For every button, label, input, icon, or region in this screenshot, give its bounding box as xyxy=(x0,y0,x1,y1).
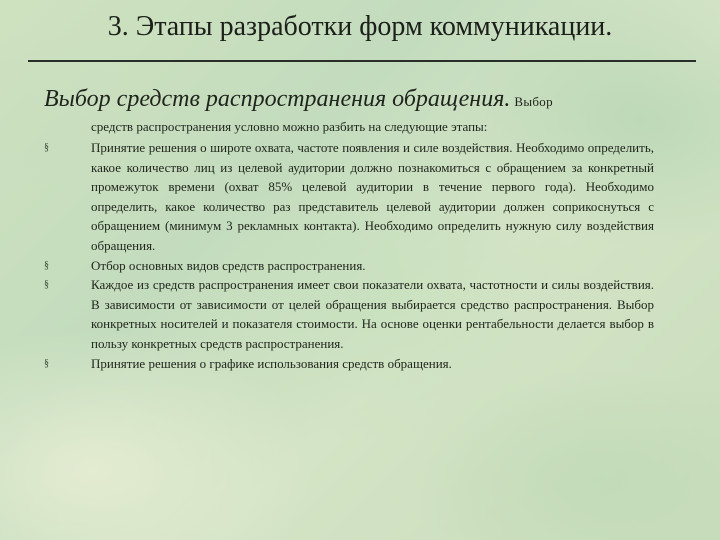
section-sign-icon: § xyxy=(44,357,49,369)
section-heading-tail: Выбор xyxy=(514,94,553,109)
bullet-item xyxy=(44,138,654,256)
slide-title: 3. Этапы разработки форм коммуникации. xyxy=(107,11,613,42)
section-sign-icon: § xyxy=(44,259,49,271)
bullet-item xyxy=(44,256,654,276)
bullet-list xyxy=(44,138,654,373)
bullet-item-text: Принятие решения о широте охвата, частоте появления и силе воздействия. Необходимо определить, какое количество лиц из целевой аудитории должно познакомиться с обращением за конкретный промежуток времени (охват 85% целевой аудитории в течение первого года). Необходимо определить, какое количество раз представитель целевой аудитории должен соприкоснуться с обращением (минимум 3 рекламных контакта). Необходимо определить нужную силу воздействия обращения. xyxy=(91,140,654,253)
section-sign-icon: § xyxy=(44,142,49,153)
bullet-item xyxy=(44,354,654,374)
section-heading xyxy=(44,86,694,113)
bullet-item-text: Отбор основных видов средств распространения. xyxy=(91,257,366,273)
section-heading-lead: Выбор средств распространения обращения. xyxy=(44,86,511,112)
intro-text: средств распространения условно можно разбить на следующие этапы: xyxy=(91,119,488,134)
title-divider xyxy=(28,60,696,62)
bullet-item-text: Каждое из средств распространения имеет свои показатели охвата, частотности и силы воздействия. В зависимости от зависимости от целей обращения выбирается средство распространения. Выбор конкретных носителей и показателя стоимости. На основе оценки рентабельности делается выбор в пользу конкретных средств распространения. xyxy=(91,277,654,351)
section-sign-icon: § xyxy=(44,279,49,291)
bullet-item-text: Принятие решения о графике использования средств обращения. xyxy=(91,355,452,371)
bullet-item xyxy=(44,275,654,353)
